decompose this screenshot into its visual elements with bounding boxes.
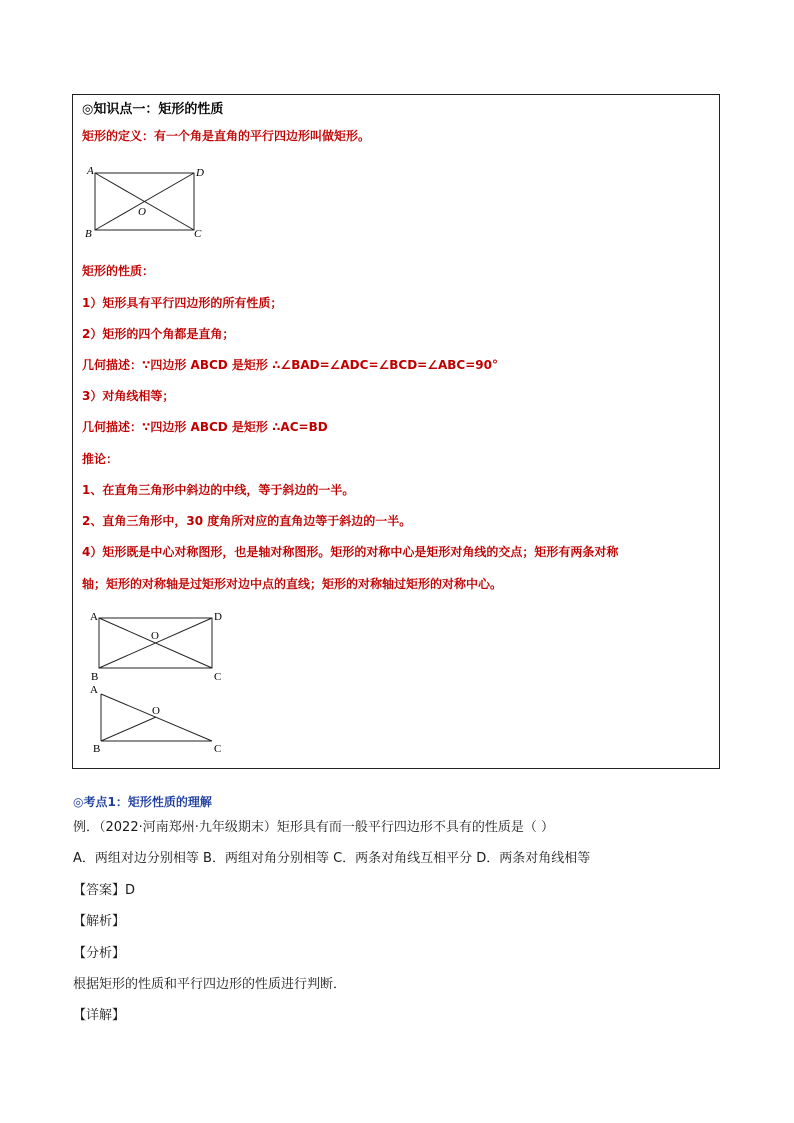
property-3: 3）对角线相等； [82,389,175,403]
xiangjie-label: 【详解】 [73,1008,126,1023]
exam-point-heading: ◎考点1：矩形性质的理解 [73,795,212,809]
fig3-median-bo [101,717,156,741]
property-2: 2）矩形的四个角都是直角； [82,327,235,341]
corollary-2: 2、直角三角形中，30 度角所对应的直角边等于斜边的一半。 [82,514,412,528]
fig1-label-a: A [87,165,94,177]
answer-options: A．两组对边分别相等 B．两组对角分别相等 C．两条对角线互相平分 D．两条对角线相等 [73,851,591,866]
fig1-label-c: C [194,228,202,240]
corollary-heading: 推论： [82,452,119,466]
fig1-label-b: B [85,228,92,240]
corollary-4-line-1: 4）矩形既是中心对称图形，也是轴对称图形。矩形的对称中心是矩形对角线的交点；矩形有两条对称 [82,545,619,559]
geometric-description-1: 几何描述：∵四边形 ABCD 是矩形 ∴∠BAD=∠ADC=∠BCD=∠ABC=90° [82,358,498,372]
jiexi-label: 【解析】 [73,914,126,929]
corollary-4-line-2: 轴；矩形的对称轴是过矩形对边中点的直线；矩形的对称轴过矩形的对称中心。 [82,577,503,591]
fig2-label-b: B [91,671,99,683]
property-1: 1）矩形具有平行四边形的所有性质； [82,296,283,310]
fig3-label-b: B [93,743,101,755]
fig2-label-c: C [214,671,222,683]
fig2-label-d: D [214,611,222,623]
corollary-1: 1、在直角三角形中斜边的中线，等于斜边的一半。 [82,483,355,497]
fig3-label-o: O [152,705,160,717]
fig3-label-c: C [214,743,222,755]
triangle-figure-3 [86,681,232,757]
fig2-label-o: O [151,630,159,642]
answer-line [73,882,135,900]
rectangle-figure-1 [84,163,210,241]
fig1-label-d: D [196,167,204,179]
fig1-label-o: O [138,206,146,218]
example-question: 例．（2022·河南郑州·九年级期末）矩形具有而一般平行四边形不具有的性质是（ ） [73,820,554,835]
geometric-description-2: 几何描述：∵四边形 ABCD 是矩形 ∴AC=BD [82,420,328,434]
fig3-label-a: A [90,684,98,696]
properties-heading: 矩形的性质： [82,264,155,278]
answer-label: 【答案】 [73,883,126,898]
knowledge-title: ◎知识点一：矩形的性质 [82,102,224,117]
fenxi-label: 【分析】 [73,946,126,961]
analysis-text: 根据矩形的性质和平行四边形的性质进行判断． [73,977,347,992]
fig2-label-a: A [90,611,98,623]
rectangle-figure-2 [86,608,232,684]
rectangle-definition: 矩形的定义：有一个角是直角的平行四边形叫做矩形。 [82,129,371,143]
answer-value: D [125,883,136,898]
